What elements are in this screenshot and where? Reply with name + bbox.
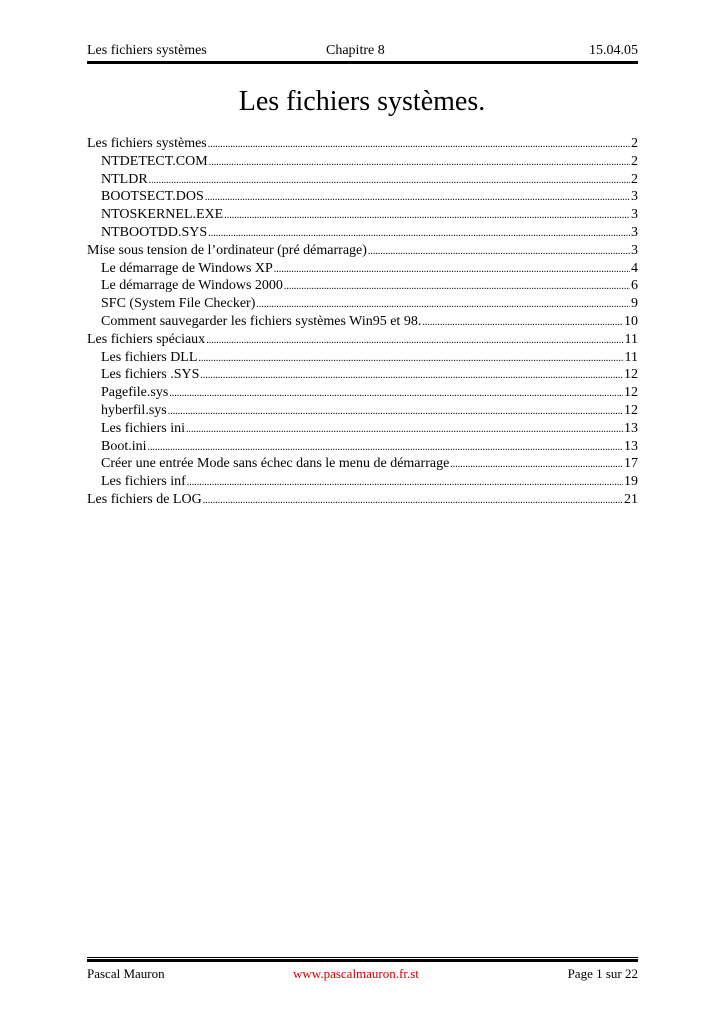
toc-leader-dots — [200, 367, 623, 384]
toc-entry[interactable] — [87, 402, 638, 420]
toc-entry-page: 13 — [624, 420, 638, 436]
toc-leader-dots — [209, 154, 630, 171]
toc-entry-page: 2 — [631, 171, 638, 187]
toc-entry-label: BOOTSECT.DOS — [101, 189, 204, 205]
toc-entry[interactable] — [87, 313, 638, 331]
header-divider — [87, 61, 638, 64]
toc-entry-label: Les fichiers spéciaux — [87, 331, 206, 347]
toc-entry-page: 11 — [624, 331, 638, 347]
toc-leader-dots — [169, 385, 623, 402]
toc-entry-page: 12 — [624, 402, 638, 418]
header-date: 15.04.05 — [589, 43, 638, 58]
toc-entry-label: Les fichiers ini — [101, 420, 185, 436]
footer-author: Pascal Mauron — [87, 966, 165, 981]
toc-leader-dots — [274, 261, 630, 278]
toc-entry-label: NTBOOTDD.SYS — [101, 224, 208, 240]
toc-leader-dots — [149, 172, 630, 189]
toc-leader-dots — [198, 350, 623, 367]
footer-divider — [87, 957, 638, 962]
toc-entry[interactable] — [87, 473, 638, 491]
toc-entry[interactable] — [87, 295, 638, 313]
toc-leader-dots — [206, 332, 623, 349]
toc-entry-label: NTOSKERNEL.EXE — [101, 207, 224, 223]
toc-leader-dots — [224, 207, 630, 224]
toc-entry-label: Mise sous tension de l’ordinateur (pré démarrage) — [87, 242, 367, 258]
toc-entry-page: 9 — [631, 296, 638, 312]
toc-entry-page: 12 — [624, 385, 638, 401]
page-title: Les fichiers systèmes. — [238, 86, 486, 117]
toc-entry[interactable] — [87, 384, 638, 402]
toc-entry-label: Pagefile.sys — [101, 385, 169, 401]
toc-entry-label: Les fichiers inf — [101, 474, 186, 490]
toc-entry-label: Le démarrage de Windows 2000 — [101, 278, 283, 294]
toc-leader-dots — [208, 225, 630, 242]
toc-entry[interactable] — [87, 206, 638, 224]
toc-entry[interactable] — [87, 420, 638, 438]
toc-entry-label: Les fichiers systèmes — [87, 136, 207, 151]
toc-leader-dots — [208, 136, 630, 153]
toc-entry[interactable] — [87, 153, 638, 171]
toc-entry[interactable] — [87, 491, 638, 509]
page-header — [87, 43, 638, 61]
toc-entry[interactable] — [87, 260, 638, 278]
header-document-title: Les fichiers systèmes — [87, 43, 207, 58]
footer-website-link[interactable]: www.pascalmauron.fr.st — [293, 966, 419, 981]
toc-entry[interactable] — [87, 349, 638, 367]
toc-entry[interactable] — [87, 438, 638, 456]
toc-entry-label: NTDETECT.COM — [101, 153, 208, 169]
toc-entry[interactable] — [87, 135, 638, 153]
toc-entry-page: 2 — [631, 153, 638, 169]
table-of-contents — [87, 135, 638, 509]
toc-entry[interactable] — [87, 224, 638, 242]
toc-entry-page: 6 — [631, 278, 638, 294]
toc-entry[interactable] — [87, 171, 638, 189]
toc-entry[interactable] — [87, 331, 638, 349]
toc-leader-dots — [203, 492, 623, 509]
toc-leader-dots — [168, 403, 623, 420]
toc-entry-label: Les fichiers DLL — [101, 349, 198, 365]
toc-entry-page: 3 — [631, 189, 638, 205]
toc-leader-dots — [422, 314, 623, 331]
toc-entry-label: SFC (System File Checker) — [101, 296, 256, 312]
toc-leader-dots — [205, 189, 630, 206]
toc-leader-dots — [368, 243, 630, 260]
page-footer — [87, 966, 638, 984]
toc-entry-page: 11 — [624, 349, 638, 365]
toc-entry-page: 17 — [624, 456, 638, 472]
toc-entry-page: 21 — [624, 491, 638, 507]
toc-entry-page: 2 — [631, 136, 638, 151]
toc-leader-dots — [450, 456, 623, 473]
toc-entry-page: 12 — [624, 367, 638, 383]
toc-entry-label: NTLDR — [101, 171, 148, 187]
toc-entry-label: Boot.ini — [101, 438, 147, 454]
toc-entry-page: 3 — [631, 224, 638, 240]
toc-entry-label: Créer une entrée Mode sans échec dans le menu de démarrage — [101, 456, 450, 472]
toc-entry-label: Les fichiers de LOG — [87, 491, 202, 507]
toc-entry-label: Comment sauvegarder les fichiers systèmes Win95 et 98. — [101, 313, 422, 329]
header-chapter: Chapitre 8 — [326, 43, 385, 58]
toc-entry-page: 10 — [624, 313, 638, 329]
toc-leader-dots — [284, 278, 630, 295]
toc-entry-page: 4 — [631, 260, 638, 276]
toc-entry-label: hyberfil.sys — [101, 402, 167, 418]
toc-entry-page: 13 — [624, 438, 638, 454]
toc-entry[interactable] — [87, 366, 638, 384]
toc-entry-page: 3 — [631, 207, 638, 223]
toc-leader-dots — [148, 439, 623, 456]
toc-entry-page: 3 — [631, 242, 638, 258]
toc-entry[interactable] — [87, 242, 638, 260]
toc-entry-page: 19 — [624, 474, 638, 490]
toc-entry[interactable] — [87, 455, 638, 473]
toc-leader-dots — [256, 296, 630, 313]
footer-page-number: Page 1 sur 22 — [567, 966, 638, 981]
toc-entry-label: Le démarrage de Windows XP — [101, 260, 273, 276]
toc-entry[interactable] — [87, 277, 638, 295]
toc-leader-dots — [187, 474, 623, 491]
toc-entry[interactable] — [87, 188, 638, 206]
toc-leader-dots — [186, 421, 623, 438]
toc-entry-label: Les fichiers .SYS — [101, 367, 200, 383]
